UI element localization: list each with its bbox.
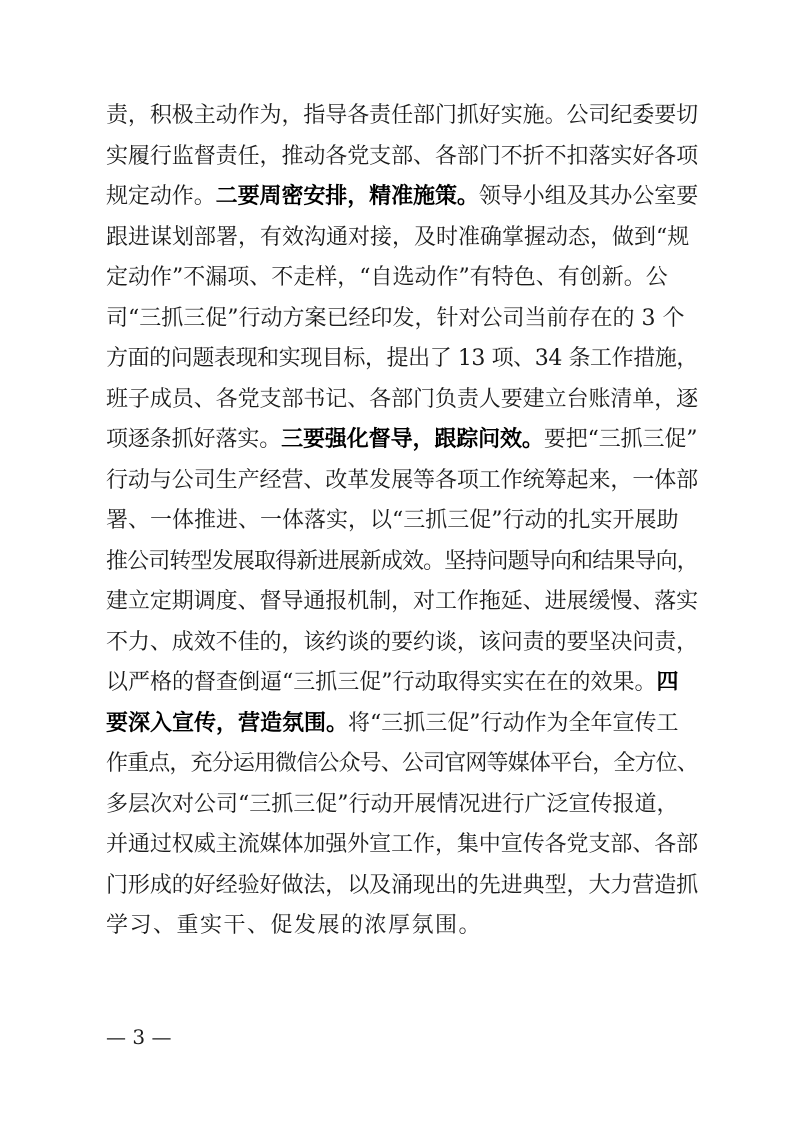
text-line xyxy=(106,744,698,785)
text-line xyxy=(106,906,698,947)
text-segment: 不力、成效不佳的，该约谈的要约谈，该问责的要坚决问责， xyxy=(106,629,699,655)
text-line xyxy=(106,623,698,664)
text-line xyxy=(106,866,698,907)
page-number: — 3 — xyxy=(106,1025,172,1049)
text-line xyxy=(106,339,698,380)
text-segment: 行动与公司生产经营、改革发展等各项工作统筹起来，一体部 xyxy=(106,467,699,493)
bold-heading-segment: 四 xyxy=(656,670,679,695)
text-line xyxy=(106,663,698,704)
text-segment: 项逐条抓好落实。 xyxy=(106,427,282,452)
text-line xyxy=(106,542,698,583)
text-segment: 跟进谋划部署，有效沟通对接，及时准确掌握动态，做到“规 xyxy=(106,224,690,250)
text-line xyxy=(106,704,698,745)
text-line xyxy=(106,582,698,623)
bold-heading-segment: 二要周密安排，精准施策。 xyxy=(215,184,479,209)
text-line xyxy=(106,299,698,340)
text-segment: 学习、重实干、促发展的浓厚氛围。 xyxy=(106,913,483,938)
text-segment: 司“三抓三促”行动方案已经印发，针对公司当前存在的 3 个 xyxy=(106,305,685,331)
text-segment: 多层次对公司“三抓三促”行动开展情况进行广泛宣传报道， xyxy=(106,791,679,817)
text-line xyxy=(106,785,698,826)
text-segment: 并通过权威主流媒体加强外宣工作，集中宣传各党支部、各部 xyxy=(106,832,699,857)
body-text xyxy=(106,96,698,947)
bold-heading-segment: 三要强化督导，跟踪问效。 xyxy=(281,427,544,452)
text-segment: 建立定期调度、督导通报机制，对工作拖延、进展缓慢、落实 xyxy=(106,589,699,614)
text-line xyxy=(106,96,698,137)
text-segment: 规定动作。 xyxy=(106,184,216,209)
text-line xyxy=(106,380,698,421)
text-segment: 推公司转型发展取得新进展新成效。坚持问题导向和结果导向， xyxy=(106,548,698,574)
text-line xyxy=(106,501,698,542)
text-line xyxy=(106,177,698,218)
text-segment: 方面的问题表现和实现目标，提出了 13 项、34 条工作措施， xyxy=(106,346,698,371)
text-line xyxy=(106,218,698,259)
text-segment: 将“三抓三促”行动作为全年宣传工 xyxy=(348,710,679,736)
text-line xyxy=(106,258,698,299)
text-segment: 要把“三抓三促” xyxy=(543,427,698,452)
text-segment: 以严格的督查倒逼“三抓三促”行动取得实实在在的效果。 xyxy=(106,670,657,695)
text-segment: 班子成员、各党支部书记、各部门负责人要建立台账清单，逐 xyxy=(106,386,699,412)
text-segment: 领导小组及其办公室要 xyxy=(478,184,699,209)
text-segment: 定动作”不漏项、不走样，“自选动作”有特色、有创新。公 xyxy=(106,265,668,290)
bold-heading-segment: 要深入宣传，营造氛围。 xyxy=(106,710,349,736)
text-line xyxy=(106,461,698,502)
text-segment: 实履行监督责任，推动各党支部、各部门不折不扣落实好各项 xyxy=(106,143,699,169)
text-line xyxy=(106,137,698,178)
text-segment: 门形成的好经验好做法，以及涌现出的先进典型，大力营造抓 xyxy=(106,872,699,898)
text-line xyxy=(106,420,698,461)
text-segment: 署、一体推进、一体落实，以“三抓三促”行动的扎实开展助 xyxy=(106,508,679,533)
text-line xyxy=(106,825,698,866)
text-segment: 作重点，充分运用微信公众号、公司官网等媒体平台，全方位、 xyxy=(106,751,698,776)
text-segment: 责，积极主动作为，指导各责任部门抓好实施。公司纪委要切 xyxy=(106,103,699,128)
